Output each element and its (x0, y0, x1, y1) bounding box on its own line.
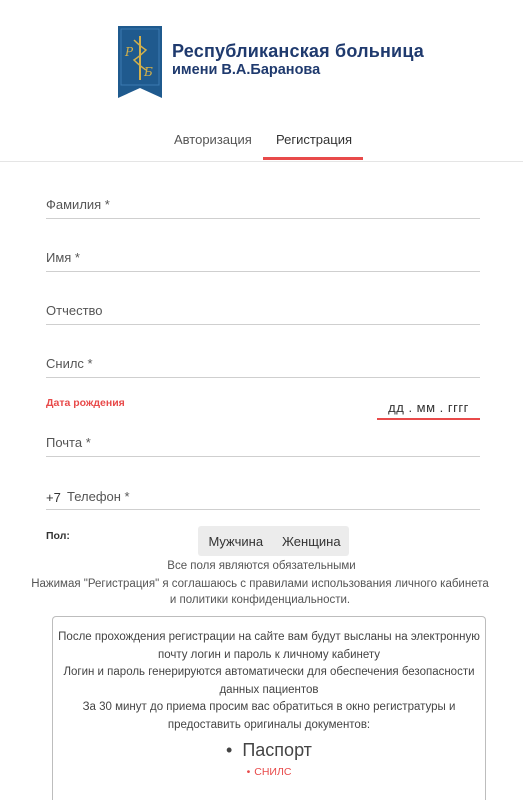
tab-registration[interactable]: Регистрация (276, 132, 352, 147)
svg-text:Б: Б (144, 65, 153, 79)
svg-text:Р: Р (125, 45, 134, 59)
active-tab-indicator (263, 157, 363, 160)
email-field[interactable] (46, 456, 480, 457)
phone-label: Телефон * (67, 489, 130, 504)
hospital-name-line2: имени В.А.Баранова (172, 62, 321, 78)
info-paragraph-3: За 30 минут до приема просим вас обратиться в окно регистратуры и предоставить оригиналы документов: (82, 701, 456, 731)
name-label: Имя * (46, 250, 80, 265)
info-box (52, 616, 486, 800)
patronymic-field[interactable] (46, 324, 480, 325)
dob-label: Дата рождения (46, 397, 125, 409)
gender-male-button[interactable]: Мужчина (208, 533, 264, 549)
phone-field[interactable] (46, 509, 480, 510)
gender-female-button[interactable]: Женщина (281, 533, 341, 549)
info-paragraph-2: Логин и пароль генерируются автоматически для обеспечения безопасности данных пациентов (63, 666, 475, 696)
hospital-name (172, 40, 472, 81)
patronymic-label: Отчество (46, 303, 103, 318)
document-snils: • СНИЛС (53, 762, 485, 782)
snils-field[interactable] (46, 377, 480, 378)
required-note: Все поля являются обязательными (167, 560, 356, 572)
surname-field[interactable] (46, 218, 480, 219)
dob-input[interactable]: дд . мм . гггг (377, 398, 480, 420)
phone-prefix: +7 (46, 490, 61, 505)
hospital-name-line1: Республиканская больница (172, 41, 425, 61)
document-passport: • Паспорт (53, 738, 485, 762)
snils-label: Снилс * (46, 356, 93, 371)
info-paragraph-1: После прохождения регистрации на сайте вам будут высланы на электронную почту логин и пароль к личному кабинету (58, 631, 480, 661)
name-field[interactable] (46, 271, 480, 272)
hospital-logo (118, 26, 162, 98)
surname-label: Фамилия * (46, 197, 110, 212)
tab-authorization[interactable]: Авторизация (174, 132, 252, 147)
gender-toggle (198, 526, 349, 556)
gender-label: Пол: (46, 530, 70, 542)
documents-list (53, 738, 485, 782)
agreement-note: Нажимая "Регистрация" я соглашаюсь с правилами использования личного кабинета и политики конфиденциальности. (31, 578, 489, 606)
email-label: Почта * (46, 435, 91, 450)
header (0, 0, 523, 162)
